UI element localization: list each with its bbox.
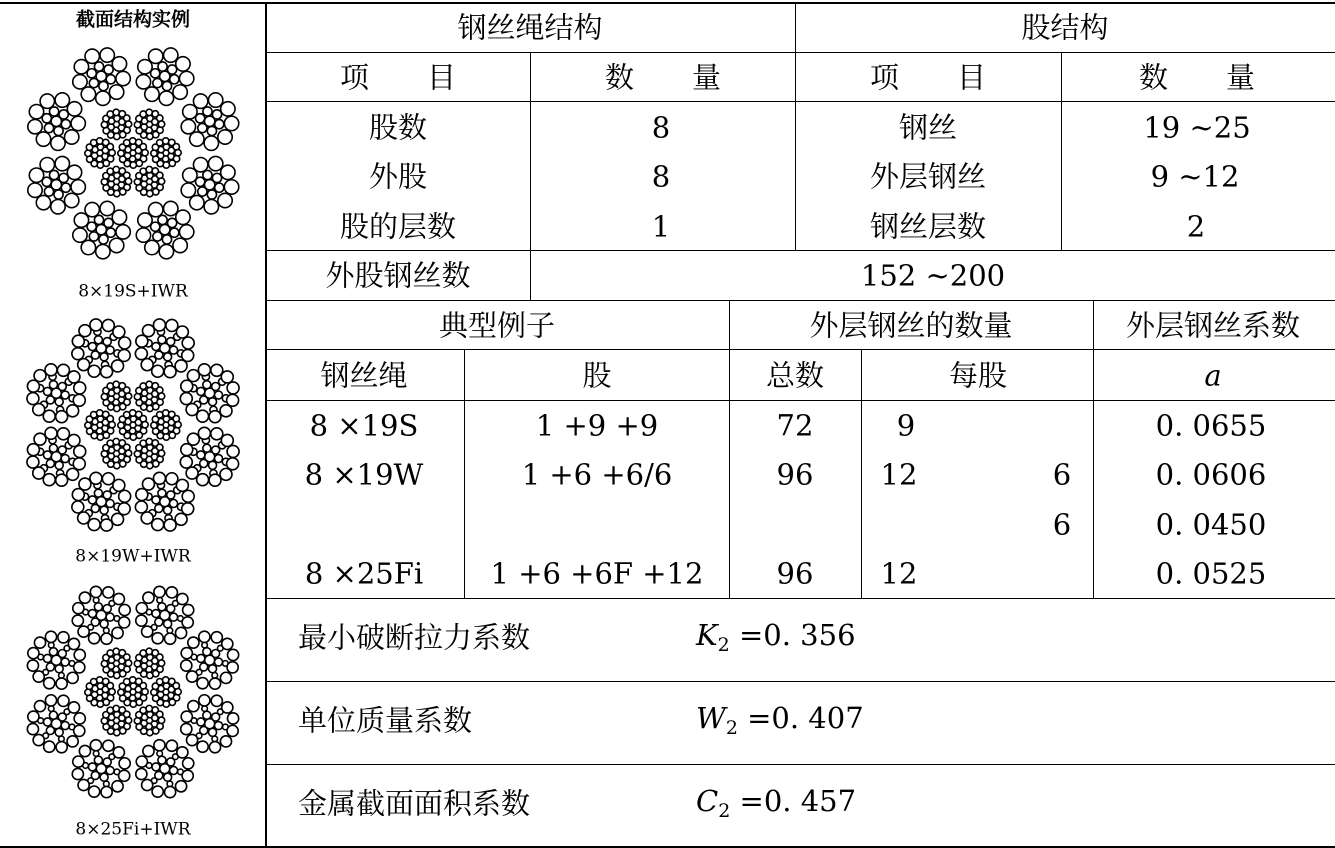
example-strand-cell: 1 +6 +6F +12 <box>490 556 704 591</box>
caption-8x25fi-iwr: 8×25Fi+IWR <box>75 819 191 840</box>
strand-qty-cell: 2 <box>1186 209 1206 244</box>
strand-qty-header: 数 量 <box>1138 60 1256 95</box>
divider-strand-item-qty <box>1061 52 1062 250</box>
left-panel-divider <box>265 2 267 847</box>
example-total-cell: 96 <box>776 457 814 492</box>
example-per-cell: 9 <box>896 408 916 443</box>
example-strand-cell: 1 +9 +9 <box>535 408 659 443</box>
divider-rope-item-qty <box>530 52 531 300</box>
rope-qty-cell: 1 <box>651 209 671 244</box>
strand-item-cell: 外层钢丝 <box>869 159 987 194</box>
cross-section-8x19w-iwr <box>8 300 258 550</box>
rope-qty-cell: 8 <box>651 110 671 145</box>
example-per-cell: 12 <box>880 556 918 591</box>
metal-area-coef-value <box>696 784 857 822</box>
left-panel-heading: 截面结构实例 <box>75 8 191 31</box>
coef-subscript: 2 <box>717 634 730 656</box>
example-a-cell: 0. 0450 <box>1155 507 1267 542</box>
metal-area-coef-label: 金属截面面积系数 <box>298 786 531 821</box>
outer-strand-wires-value: 152 ~200 <box>860 258 1006 293</box>
unit-mass-coef-value <box>696 701 864 739</box>
example-rope-cell: 8 ×19S <box>309 408 419 443</box>
col-total-header: 总数 <box>765 358 825 393</box>
cross-section-8x25fi-iwr <box>8 567 258 817</box>
coef-value: =0. 356 <box>729 618 856 652</box>
strand-qty-cell: 19 ~25 <box>1143 110 1251 145</box>
coef-value: =0. 457 <box>730 784 857 818</box>
strand-item-cell: 钢丝 <box>898 110 958 145</box>
line-under-outer-wires <box>265 300 1335 301</box>
example-rope-cell: 8 ×25Fi <box>304 556 424 591</box>
rope-item-cell: 股数 <box>368 110 428 145</box>
rope-item-header: 项 目 <box>339 60 457 95</box>
coef-symbol: C <box>696 784 719 818</box>
outer-wire-coef-header: 外层钢丝系数 <box>1125 308 1301 343</box>
col-a-header: a <box>1204 358 1222 393</box>
col-strand-header: 股 <box>582 358 612 393</box>
outer-wire-count-header: 外层钢丝的数量 <box>809 308 1013 343</box>
coef-value: =0. 407 <box>737 701 864 735</box>
rope-qty-header: 数 量 <box>604 60 722 95</box>
strand-item-cell: 钢丝层数 <box>869 209 987 244</box>
line-under-example-headers <box>265 400 1335 401</box>
example-total-cell: 96 <box>776 556 814 591</box>
line-under-headers <box>265 101 1335 102</box>
divider-outer-coef <box>1093 300 1094 598</box>
line-under-examples <box>265 598 1335 599</box>
example-per-cell: 12 <box>880 457 918 492</box>
line-under-coef-2 <box>265 764 1335 765</box>
strand-item-header: 项 目 <box>869 60 987 95</box>
min-breaking-force-coef-label: 最小破断拉力系数 <box>298 620 531 655</box>
line-under-titles <box>265 52 1335 53</box>
coef-subscript: 2 <box>718 800 731 822</box>
col-per-strand-header: 每股 <box>948 358 1008 393</box>
rope-qty-cell: 8 <box>651 159 671 194</box>
top-border <box>0 2 1335 4</box>
coef-symbol: W <box>696 701 726 735</box>
divider-rope-strand-col <box>464 349 465 598</box>
caption-8x19w-iwr: 8×19W+IWR <box>75 546 191 567</box>
line-under-structure-rows <box>265 250 1335 251</box>
example-total-cell: 72 <box>776 408 814 443</box>
coef-subscript: 2 <box>725 717 738 739</box>
divider-total-per <box>861 349 862 598</box>
divider-rope-strand <box>795 2 796 250</box>
rope-item-cell: 外股 <box>368 159 428 194</box>
example-a-cell: 0. 0655 <box>1155 408 1267 443</box>
example-a-cell: 0. 0525 <box>1155 556 1267 591</box>
line-under-group-headers <box>265 349 1335 350</box>
min-breaking-force-coef-value <box>696 618 856 656</box>
example-per-sub-cell: 6 <box>1052 507 1072 542</box>
coef-symbol: K <box>696 618 718 652</box>
typical-examples-header: 典型例子 <box>438 308 556 343</box>
example-rope-cell: 8 ×19W <box>304 457 424 492</box>
line-under-coef-1 <box>265 681 1335 682</box>
outer-strand-wires-label: 外股钢丝数 <box>325 258 471 293</box>
rope-item-cell: 股的层数 <box>339 209 457 244</box>
strand-structure-title: 股结构 <box>1021 10 1109 45</box>
rope-structure-title: 钢丝绳结构 <box>457 10 603 45</box>
col-rope-header: 钢丝绳 <box>320 358 408 393</box>
strand-qty-cell: 9 ~12 <box>1150 159 1240 194</box>
divider-typical-outer <box>729 300 730 598</box>
caption-8x19s-iwr: 8×19S+IWR <box>78 281 188 302</box>
cross-section-8x19s-iwr <box>8 28 258 278</box>
example-a-cell: 0. 0606 <box>1155 457 1267 492</box>
unit-mass-coef-label: 单位质量系数 <box>298 703 473 738</box>
example-strand-cell: 1 +6 +6/6 <box>521 457 673 492</box>
example-per-sub-cell: 6 <box>1052 457 1072 492</box>
